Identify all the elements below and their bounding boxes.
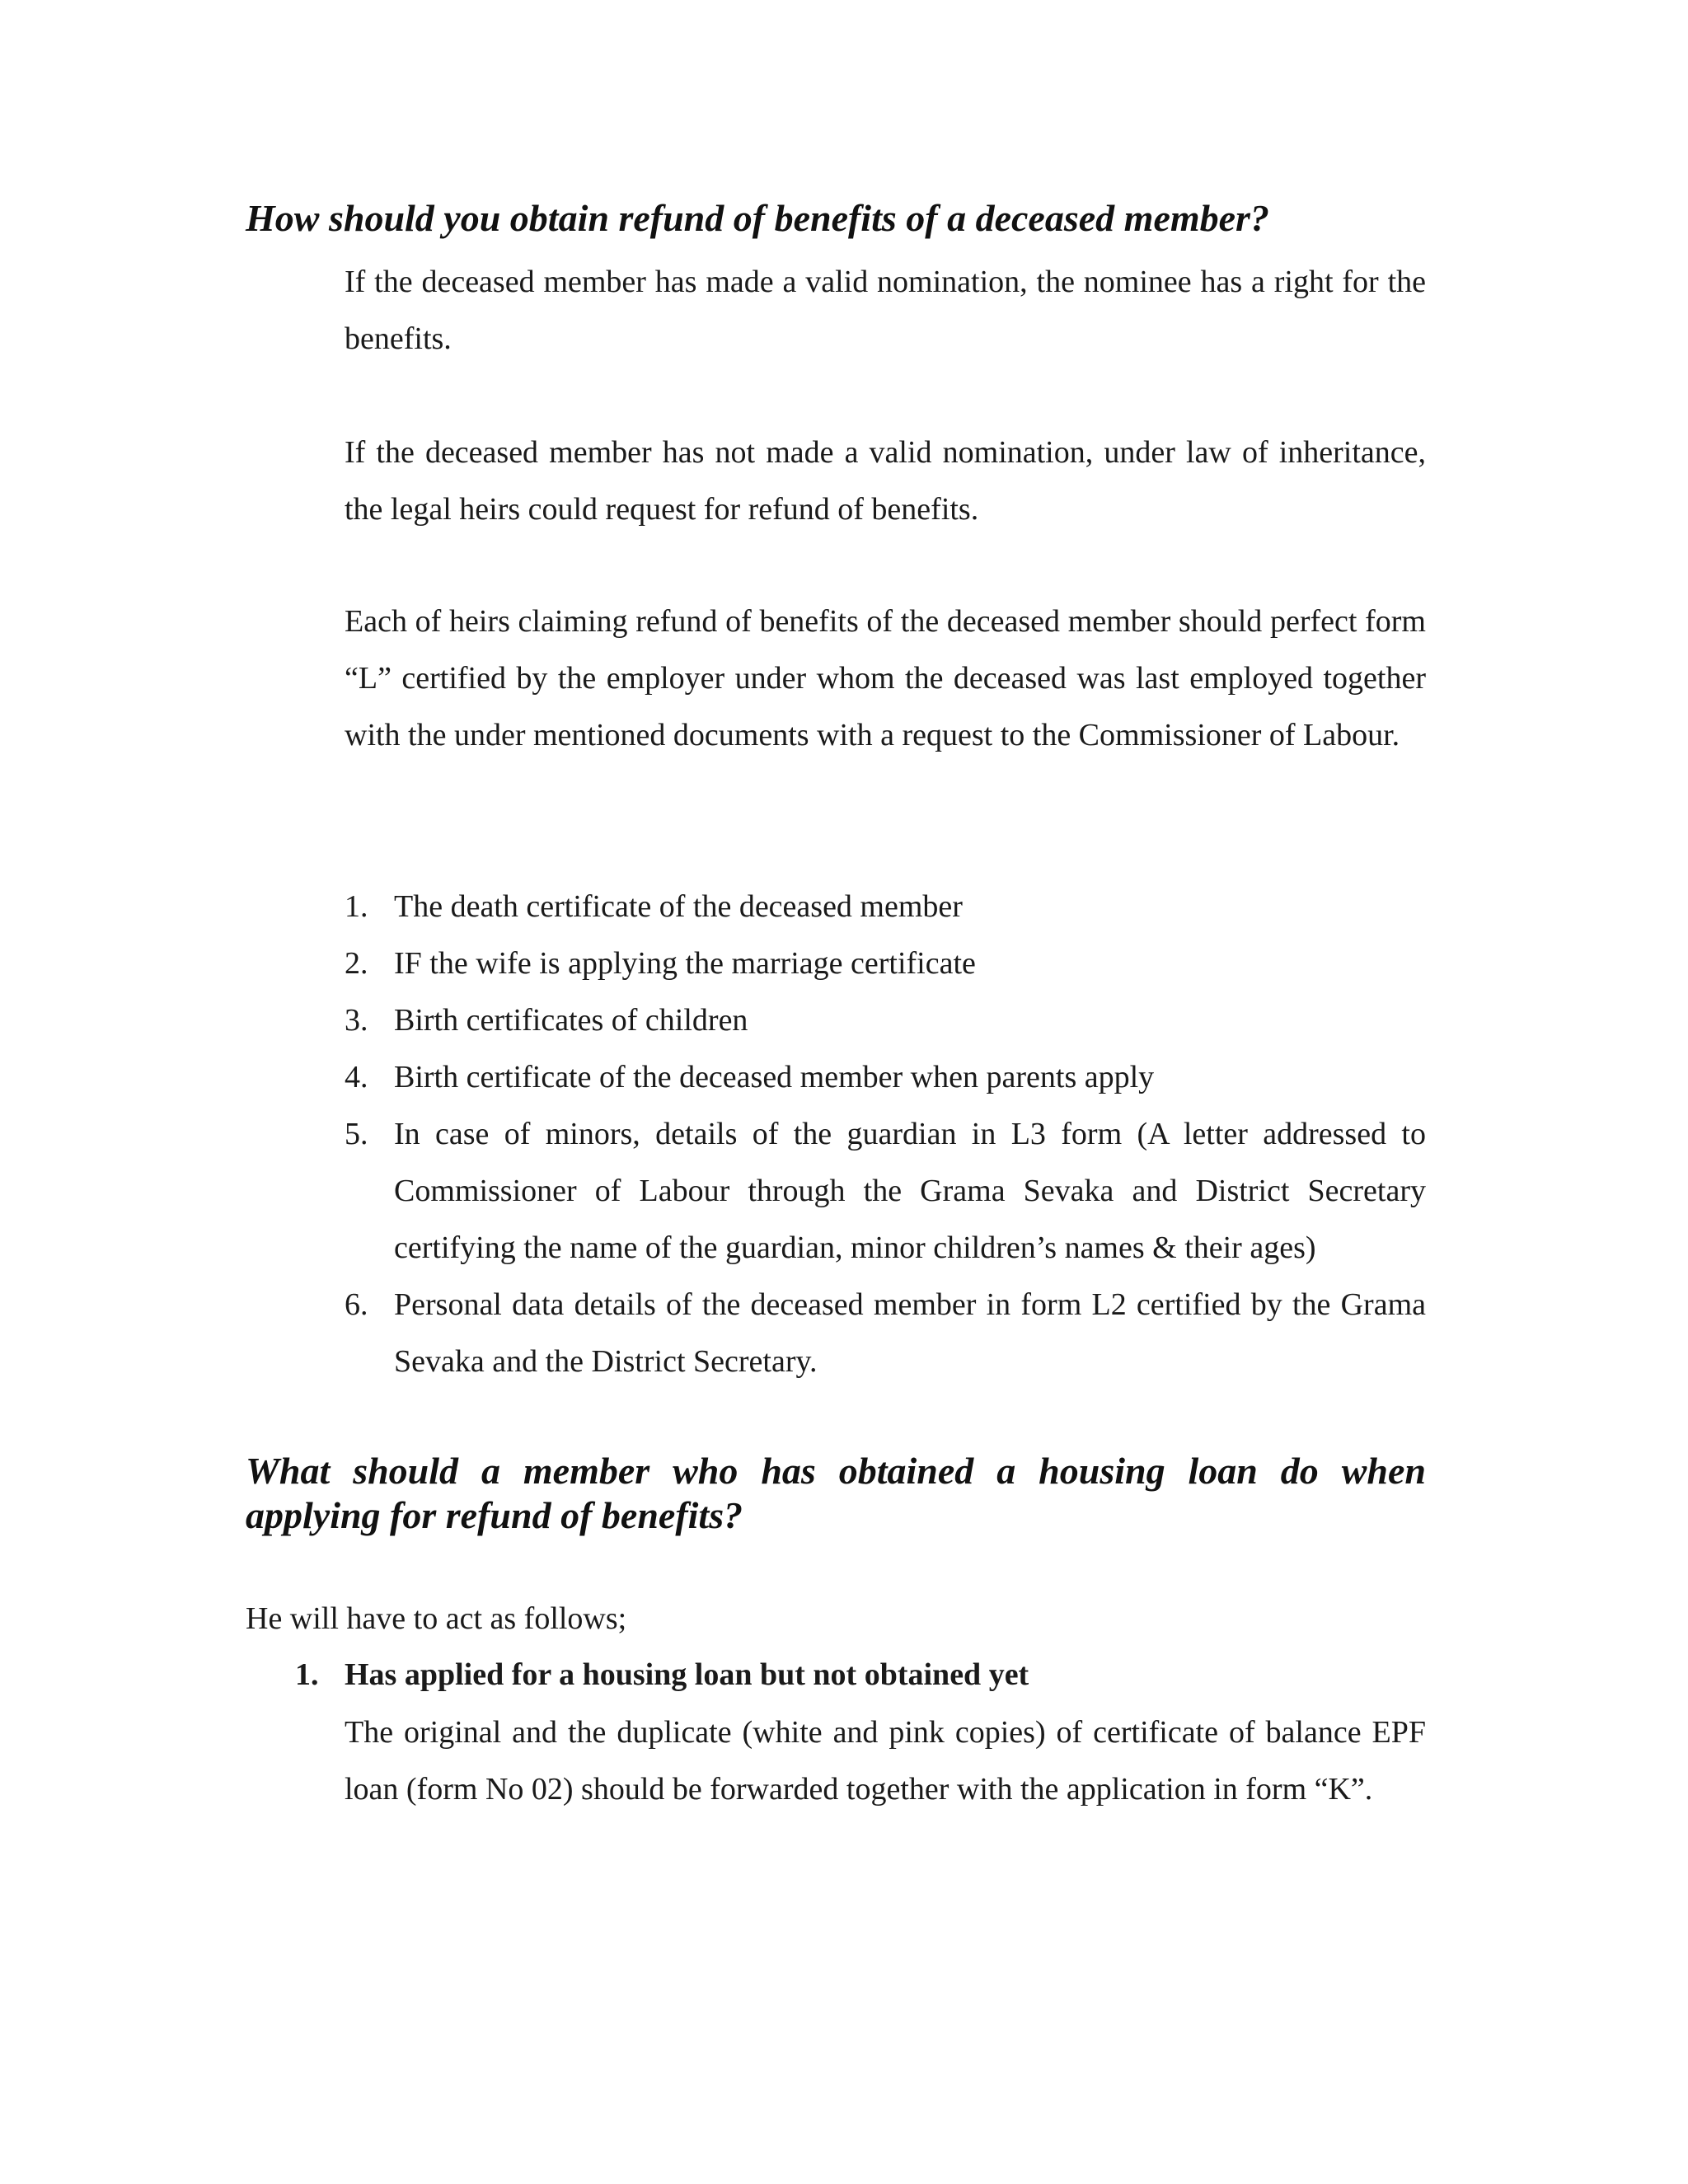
list-number: 4. — [345, 1060, 368, 1094]
required-documents-list — [345, 879, 1426, 1390]
list-number: 3. — [345, 1003, 368, 1038]
subheading-title: Has applied for a housing loan but not obtained yet — [345, 1657, 1029, 1692]
list-item-text: Personal data details of the deceased member in form L2 certified by the Grama Sevaka and the District Secretary. — [394, 1287, 1426, 1379]
subheading-applied-not-obtained — [295, 1647, 1029, 1704]
heading-line-2: applying for refund of benefits? — [246, 1494, 743, 1536]
list-item-text: In case of minors, details of the guardian in L3 form (A letter addressed to Commissioner of Labour through the Grama Sevaka and District Secretary certifying the name of the guardian, minor children’s names & their ages) — [394, 1117, 1426, 1265]
list-item — [345, 935, 1426, 992]
list-item-text: IF the wife is applying the marriage certificate — [394, 946, 976, 981]
list-number: 5. — [345, 1117, 368, 1151]
list-number: 6. — [345, 1287, 368, 1322]
list-number: 2. — [345, 946, 368, 981]
section-heading-deceased-member: How should you obtain refund of benefits of a deceased member? — [246, 197, 1269, 239]
list-item-text: The death certificate of the deceased member — [394, 889, 963, 924]
list-number: 1. — [345, 889, 368, 924]
paragraph-no-nomination: If the deceased member has not made a valid nomination, under law of inheritance, the legal heirs could request for refund of benefits. — [345, 435, 1426, 527]
paragraph-heirs-claiming: Each of heirs claiming refund of benefits of the deceased member should perfect form “L” certified by the employer under whom the deceased was last employed together with the under mentioned documents with a request to the Commissioner of Labour. — [345, 604, 1426, 752]
list-item — [345, 992, 1426, 1049]
list-item-text: Birth certificates of children — [394, 1003, 748, 1038]
list-item-text: Birth certificate of the deceased member when parents apply — [394, 1060, 1155, 1094]
subheading-number: 1. — [295, 1657, 319, 1692]
list-item — [345, 1106, 1426, 1277]
paragraph-balance-certificate: The original and the duplicate (white and pink copies) of certificate of balance EPF loan (form No 02) should be forwarded together with the application in form “K”. — [345, 1715, 1426, 1807]
list-item — [345, 1049, 1426, 1106]
list-item — [345, 1277, 1426, 1390]
heading-line-1: What should a member who has obtained a housing loan do when — [246, 1450, 1426, 1492]
act-as-follows-text: He will have to act as follows; — [246, 1601, 627, 1636]
section-heading-housing-loan — [246, 1449, 1426, 1538]
paragraph-valid-nomination: If the deceased member has made a valid nomination, the nominee has a right for the benefits. — [345, 265, 1426, 356]
list-item — [345, 879, 1426, 935]
